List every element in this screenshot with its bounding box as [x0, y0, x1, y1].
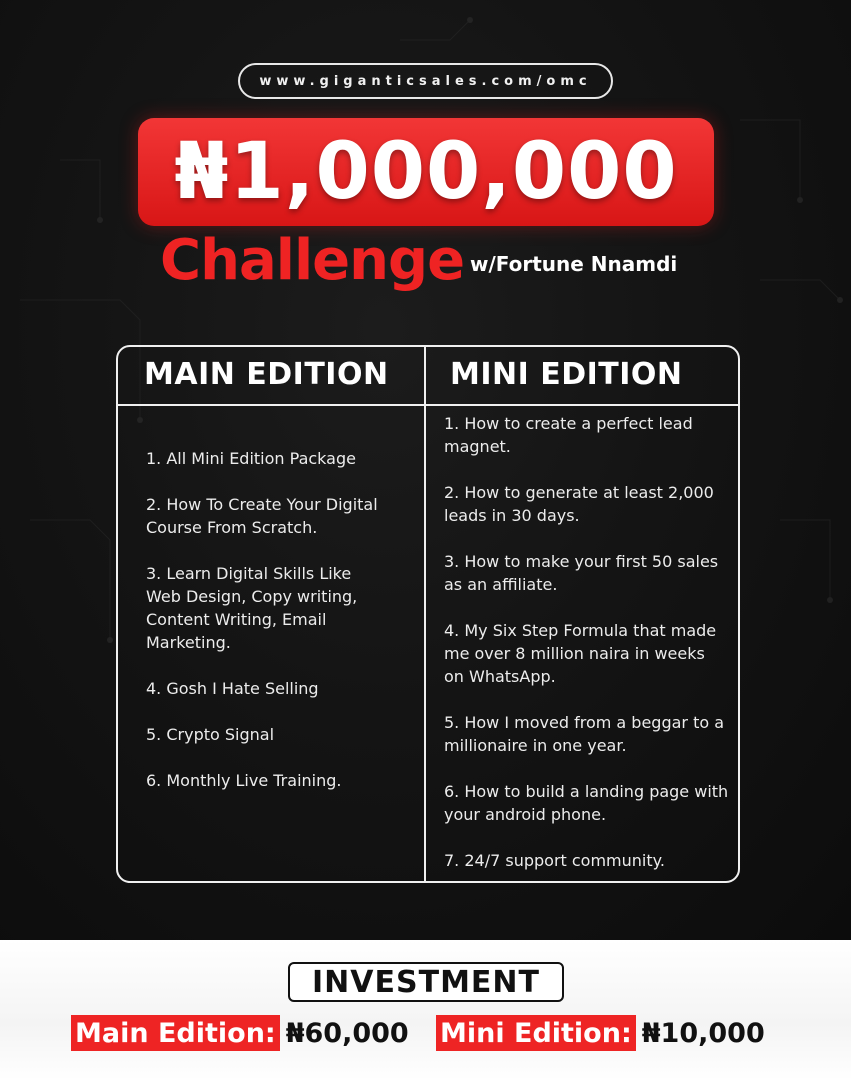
- website-url[interactable]: www.giganticsales.com/omc: [238, 63, 613, 99]
- list-item: 6. How to build a landing page with your android phone.: [444, 782, 729, 824]
- main-edition-list: [146, 447, 386, 815]
- list-item: 1. How to create a perfect lead magnet.: [444, 414, 693, 456]
- list-item: 5. Crypto Signal: [146, 725, 275, 744]
- investment-heading: INVESTMENT: [288, 962, 564, 1002]
- list-item: 2. How to generate at least 2,000 leads in 30 days.: [444, 483, 714, 525]
- list-item: 4. Gosh I Hate Selling: [146, 679, 319, 698]
- mini-edition-price: [436, 1015, 765, 1051]
- main-edition-label: Main Edition:: [71, 1015, 280, 1051]
- mini-edition-heading: MINI EDITION: [450, 357, 683, 392]
- main-edition-price: [71, 1015, 409, 1051]
- header-divider: [118, 404, 738, 406]
- editions-table: [116, 345, 740, 883]
- list-item: 3. Learn Digital Skills Like Web Design, Copy writing, Content Writing, Email Marketing.: [146, 564, 358, 652]
- mini-edition-list: [444, 412, 729, 895]
- challenge-price: ₦1,000,000: [174, 127, 678, 217]
- list-item: 2. How To Create Your Digital Course From Scratch.: [146, 495, 378, 537]
- main-edition-amount: ₦60,000: [285, 1017, 409, 1049]
- list-item: 4. My Six Step Formula that made me over 8 million naira in weeks on WhatsApp.: [444, 621, 717, 686]
- price-banner: [138, 118, 714, 226]
- mini-edition-amount: ₦10,000: [641, 1017, 765, 1049]
- list-item: 7. 24/7 support community.: [444, 851, 665, 870]
- list-item: 5. How I moved from a beggar to a millionaire in one year.: [444, 713, 725, 755]
- list-item: 1. All Mini Edition Package: [146, 449, 356, 468]
- main-edition-heading: MAIN EDITION: [144, 357, 389, 392]
- challenge-title: Challenge: [160, 228, 465, 293]
- list-item: 6. Monthly Live Training.: [146, 771, 342, 790]
- list-item: 3. How to make your first 50 sales as an affiliate.: [444, 552, 719, 594]
- light-footer-background: [0, 940, 851, 1080]
- column-divider: [424, 347, 426, 881]
- mini-edition-label: Mini Edition:: [436, 1015, 636, 1051]
- host-name: w/Fortune Nnamdi: [470, 252, 678, 276]
